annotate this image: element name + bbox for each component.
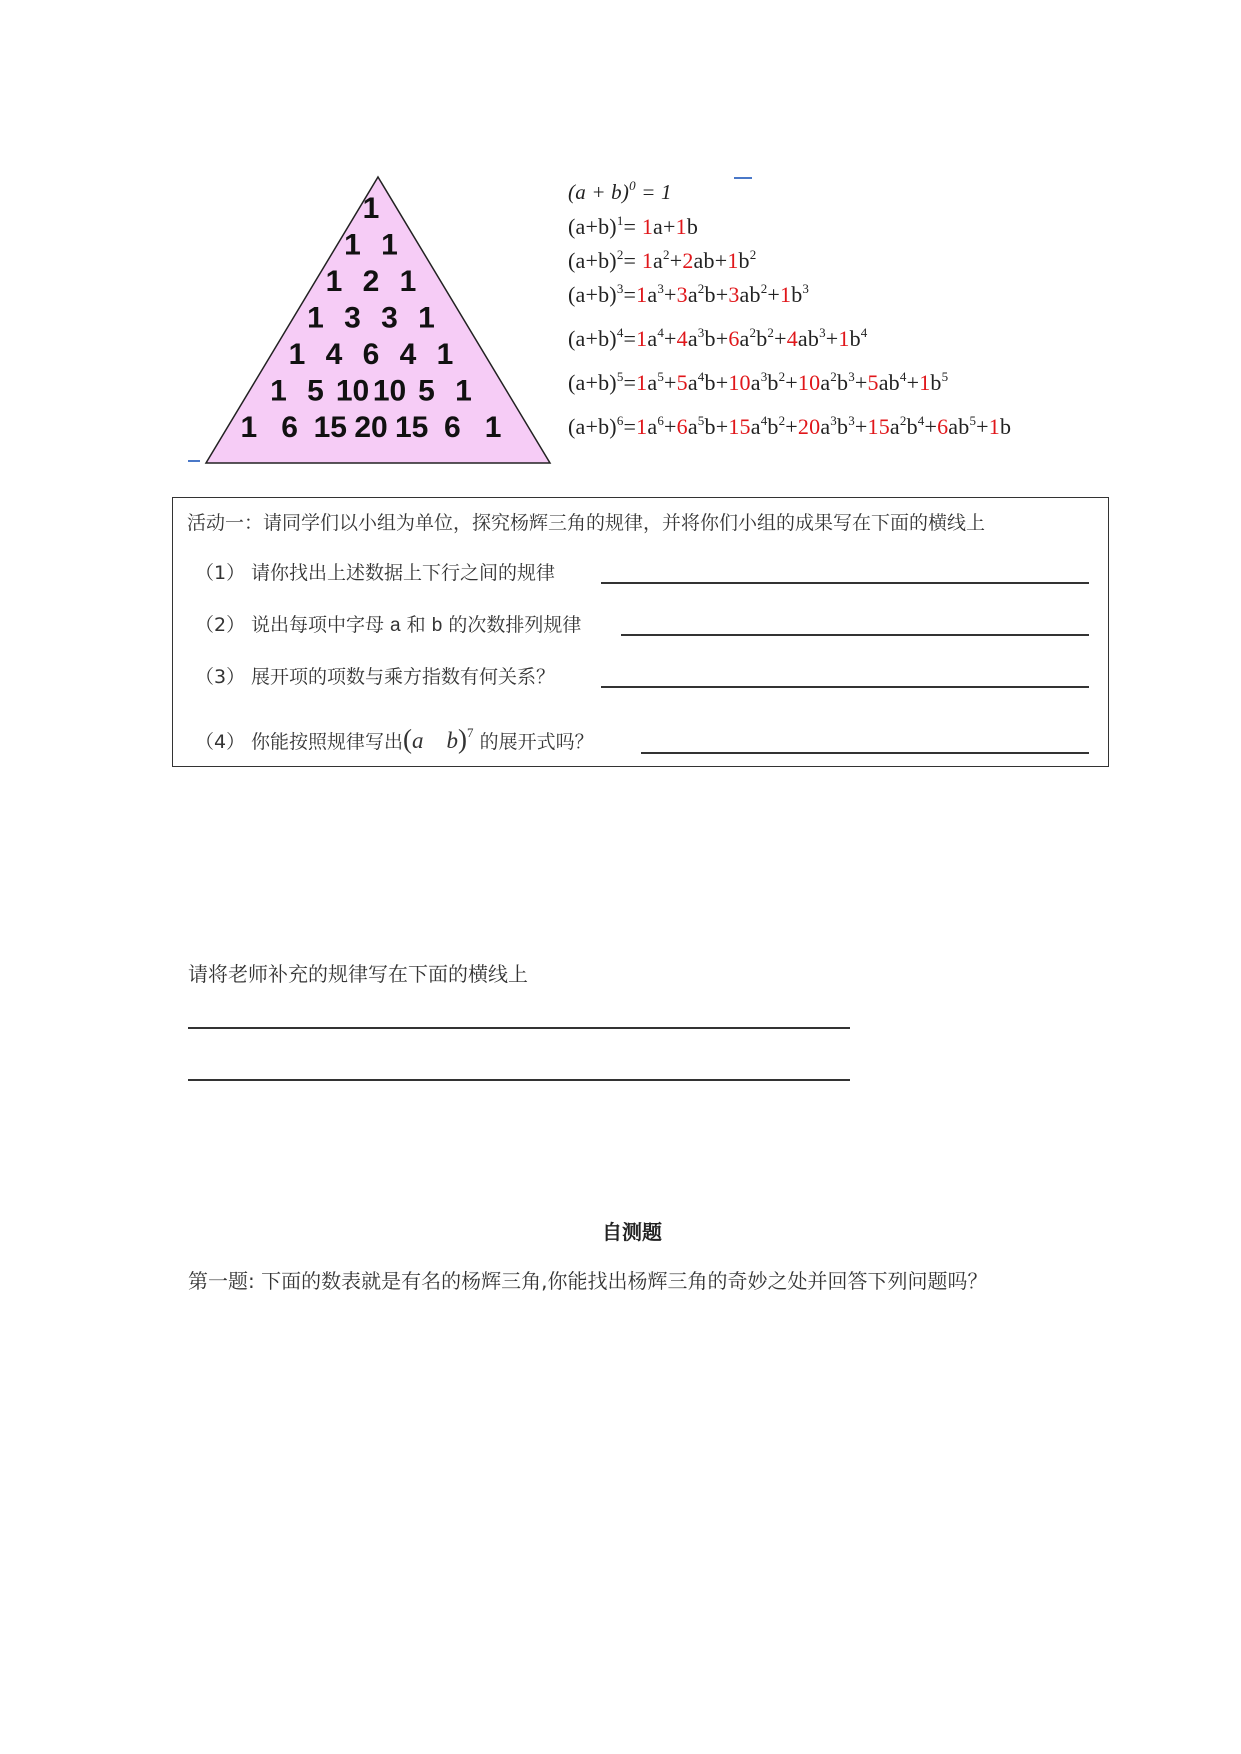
- triangle-number: 1: [455, 374, 472, 408]
- pascal-triangle-figure: [188, 175, 553, 465]
- question-number: （3）: [195, 666, 246, 688]
- triangle-number: 1: [381, 228, 398, 262]
- triangle-number: 1: [325, 265, 343, 298]
- question-3: [195, 662, 555, 689]
- triangle-number: 10: [335, 374, 370, 408]
- triangle-number: 5: [307, 374, 324, 408]
- triangle-number: 1: [288, 338, 306, 371]
- question-2: [195, 610, 581, 637]
- letter-a: a: [390, 615, 401, 636]
- triangle-number: 6: [362, 338, 380, 371]
- letter-b: b: [431, 615, 443, 636]
- teacher-prompt: 请将老师补充的规律写在下面的横线上: [188, 962, 528, 986]
- triangle-number: 1: [270, 374, 287, 408]
- triangle-number: 20: [354, 411, 388, 444]
- triangle-number: 4: [325, 338, 343, 371]
- expansion-row-3: $(a+b)^3=1a^3+3a^2b+3ab^2+1b^3$: [568, 281, 810, 307]
- question-text: 和: [400, 614, 432, 636]
- expansion-row-4: $(a+b)^4=1a^4+4a^3b+6a^2b^2+4ab^3+1b^4$: [568, 325, 868, 351]
- triangle-number: 1: [307, 301, 324, 335]
- question-number: （2）: [195, 614, 246, 636]
- triangle-number: 15: [313, 411, 347, 444]
- triangle-number: 1: [362, 192, 380, 225]
- triangle-number: 15: [395, 411, 429, 444]
- expansion-row-1: $(a+b)^1= 1a+1b$: [568, 213, 699, 239]
- triangle-number: 2: [362, 265, 380, 298]
- question-text: 请你找出上述数据上下行之间的规律: [251, 562, 556, 584]
- triangle-number: 3: [344, 301, 361, 335]
- selftest-title: 自测题: [602, 1220, 662, 1244]
- triangle-number: 6: [444, 411, 461, 444]
- question-1: [195, 558, 555, 585]
- question-number: （1）: [195, 562, 246, 584]
- activity-box: [172, 497, 1109, 767]
- answer-line-3[interactable]: [601, 686, 1089, 688]
- math-expression: (a b)$^7$: [403, 724, 474, 754]
- question-text: 的次数排列规律: [442, 614, 582, 636]
- question-text: 你能按照规律写出: [251, 731, 404, 753]
- triangle-number: 1: [344, 228, 361, 262]
- activity-title: 活动一：请同学们以小组为单位，探究杨辉三角的规律，并将你们小组的成果写在下面的横线上: [187, 512, 986, 534]
- answer-line-4[interactable]: [641, 752, 1089, 754]
- expansion-row-0: $(a + b)^0 = 1$: [568, 178, 672, 204]
- question-4: [195, 724, 594, 755]
- triangle-number: 4: [399, 338, 417, 371]
- selftest-question-1: 第一题: 下面的数表就是有名的杨辉三角,你能找出杨辉三角的奇妙之处并回答下列问题吗？: [188, 1269, 988, 1293]
- question-text: 的展开式吗？: [479, 731, 594, 753]
- triangle-number: 1: [399, 265, 417, 298]
- question-text: 说出每项中字母: [251, 614, 391, 636]
- expansion-row-2: $(a+b)^2= 1a^2+2ab+1b^2$: [568, 247, 757, 273]
- question-number: （4）: [195, 731, 246, 753]
- triangle-number: 6: [281, 411, 298, 444]
- decor-tick-left: [188, 460, 200, 462]
- triangle-number: 3: [381, 301, 398, 335]
- answer-line-1[interactable]: [601, 582, 1089, 584]
- blank-line-2[interactable]: [188, 1079, 850, 1081]
- decor-tick-top: [734, 177, 752, 179]
- expansion-row-6: $(a+b)^6=1a^6+6a^5b+15a^4b^2+20a^3b^3+15a^2b^4+6ab^5+1b$: [568, 413, 1012, 439]
- question-text: 展开项的项数与乘方指数有何关系？: [251, 666, 556, 688]
- blank-line-1[interactable]: [188, 1027, 850, 1029]
- triangle-number: 1: [436, 338, 454, 371]
- triangle-number: 1: [240, 411, 258, 444]
- expansion-row-5: $(a+b)^5=1a^5+5a^4b+10a^3b^2+10a^2b^3+5ab^4+1b^5$: [568, 369, 949, 395]
- triangle-number: 1: [484, 411, 502, 444]
- triangle-number: 1: [418, 301, 435, 335]
- triangle-number: 5: [418, 374, 435, 408]
- answer-line-2[interactable]: [621, 634, 1089, 636]
- triangle-number: 10: [372, 374, 407, 408]
